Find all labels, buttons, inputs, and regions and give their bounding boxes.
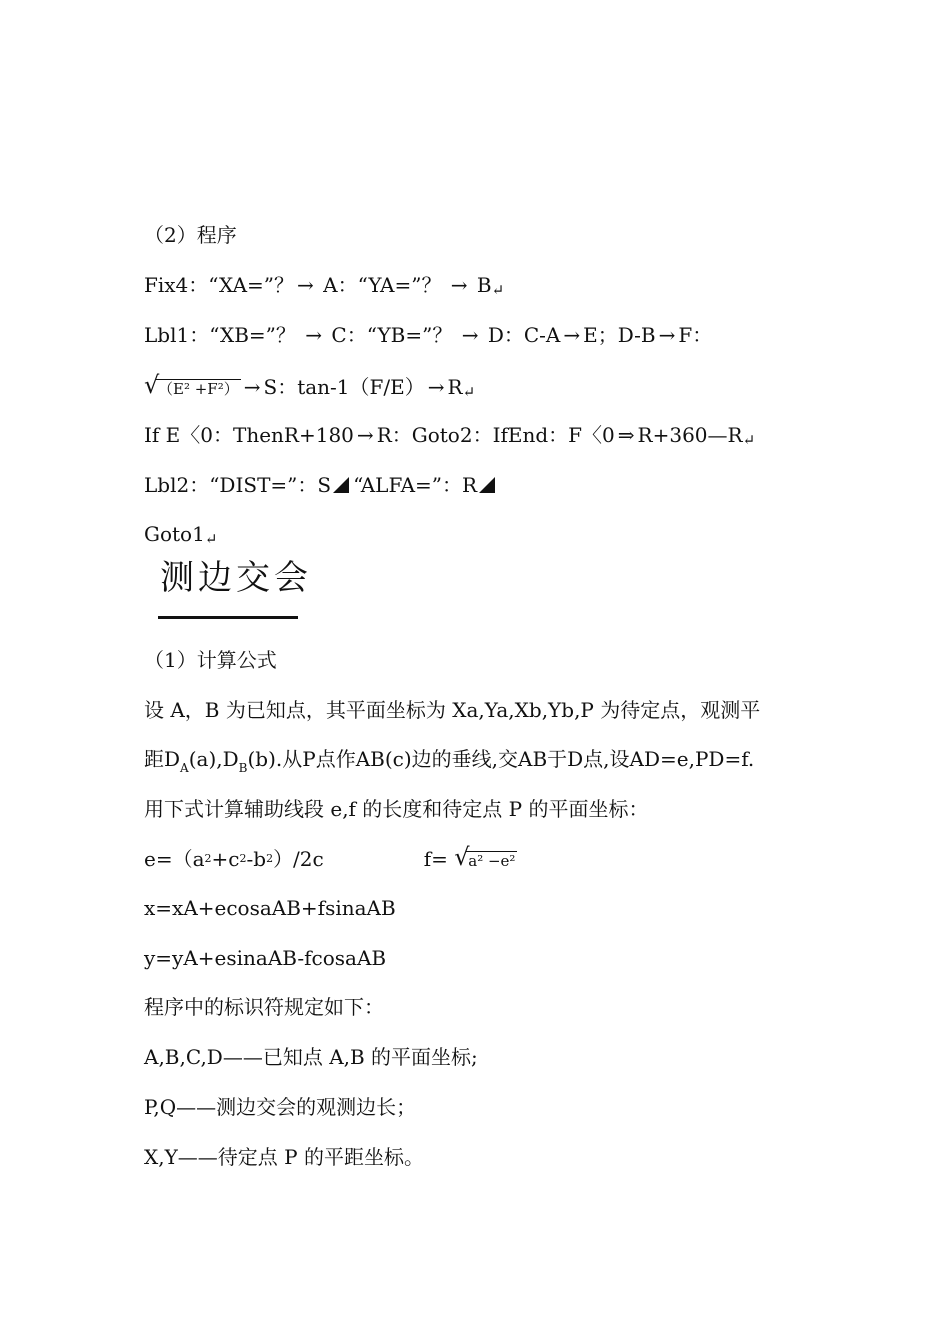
paragraph-line-1: 设 A，B 为已知点，其平面坐标为 Xa,Ya,Xb,Yb,P 为待定点，观测平 <box>144 698 761 722</box>
program-line-6: Goto1↵ <box>144 522 218 548</box>
formula-e-f <box>144 842 517 874</box>
double-arrow-icon: ⇒ <box>617 423 635 447</box>
arrow-icon: → <box>461 323 479 347</box>
arrow-icon: → <box>450 273 468 297</box>
arrow-icon: → <box>427 375 445 399</box>
display-triangle-icon <box>333 477 349 493</box>
arrow-icon: → <box>658 323 676 347</box>
formula-x: x=xA+ecosaAB+fsinaAB <box>144 896 396 920</box>
program-line-2: Lbl1：“XB=”？ → C：“YB=”？ → D：C-A → E；D-B → F： <box>144 323 713 347</box>
program-line-3: √ （E² +F²） → S：tan-1（F/E） → R↵ <box>144 370 476 401</box>
return-icon: ↵ <box>742 431 756 449</box>
return-icon: ↵ <box>462 383 476 401</box>
arrow-icon: → <box>297 273 314 297</box>
formula-e: $e=(a^2+c^2-b^2)/2c$ <box>144 847 324 871</box>
program-line-4: If E〈0：ThenR+180 → R：Goto2：IfEnd：F〈0 ⇒ R+360—R↵ <box>144 423 756 449</box>
paragraph-line-3: 用下式计算辅助线段 e,f 的长度和待定点 P 的平面坐标： <box>144 797 649 821</box>
formula-y: y=yA+esinaAB-fcosaAB <box>144 946 387 970</box>
section-title-underline <box>158 616 298 619</box>
display-triangle-icon <box>479 477 495 493</box>
section-title: 测边交会 <box>160 558 312 598</box>
return-icon: ↵ <box>204 530 218 548</box>
sqrt-expression: √ a² −e² <box>454 842 516 871</box>
arrow-icon: → <box>243 375 261 399</box>
program-line-5: Lbl2：“DIST=”：S “ALFA=”：R <box>144 472 499 498</box>
identifiers-intro: 程序中的标识符规定如下： <box>144 995 384 1019</box>
formula-heading: （1）计算公式 <box>144 648 277 672</box>
arrow-icon: → <box>563 323 581 347</box>
identifier-3: X,Y——待定点 P 的平距坐标。 <box>144 1145 424 1169</box>
formula-f: f= √ a² −e² <box>424 847 518 871</box>
return-icon: ↵ <box>491 281 505 299</box>
sqrt-icon: √ <box>144 370 160 399</box>
paragraph-line-2: 距$D_A(a),D_B(b)$.从P点作AB(c)边的垂线,交AB于D点,设AD=e,PD=f. <box>144 747 755 775</box>
identifier-2: P,Q——测边交会的观测边长； <box>144 1095 417 1119</box>
sqrt-expression: √ （E² +F²） <box>144 370 239 399</box>
program-line-1: Fix4：“XA=”？ → A：“YA=”？ → B↵ <box>144 273 505 299</box>
sqrt-icon: √ <box>454 842 470 871</box>
identifier-1: A,B,C,D——已知点 A,B 的平面坐标; <box>144 1045 478 1069</box>
arrow-icon: → <box>305 323 323 347</box>
arrow-icon: → <box>356 423 374 447</box>
program-heading: （2）程序 <box>144 223 237 247</box>
